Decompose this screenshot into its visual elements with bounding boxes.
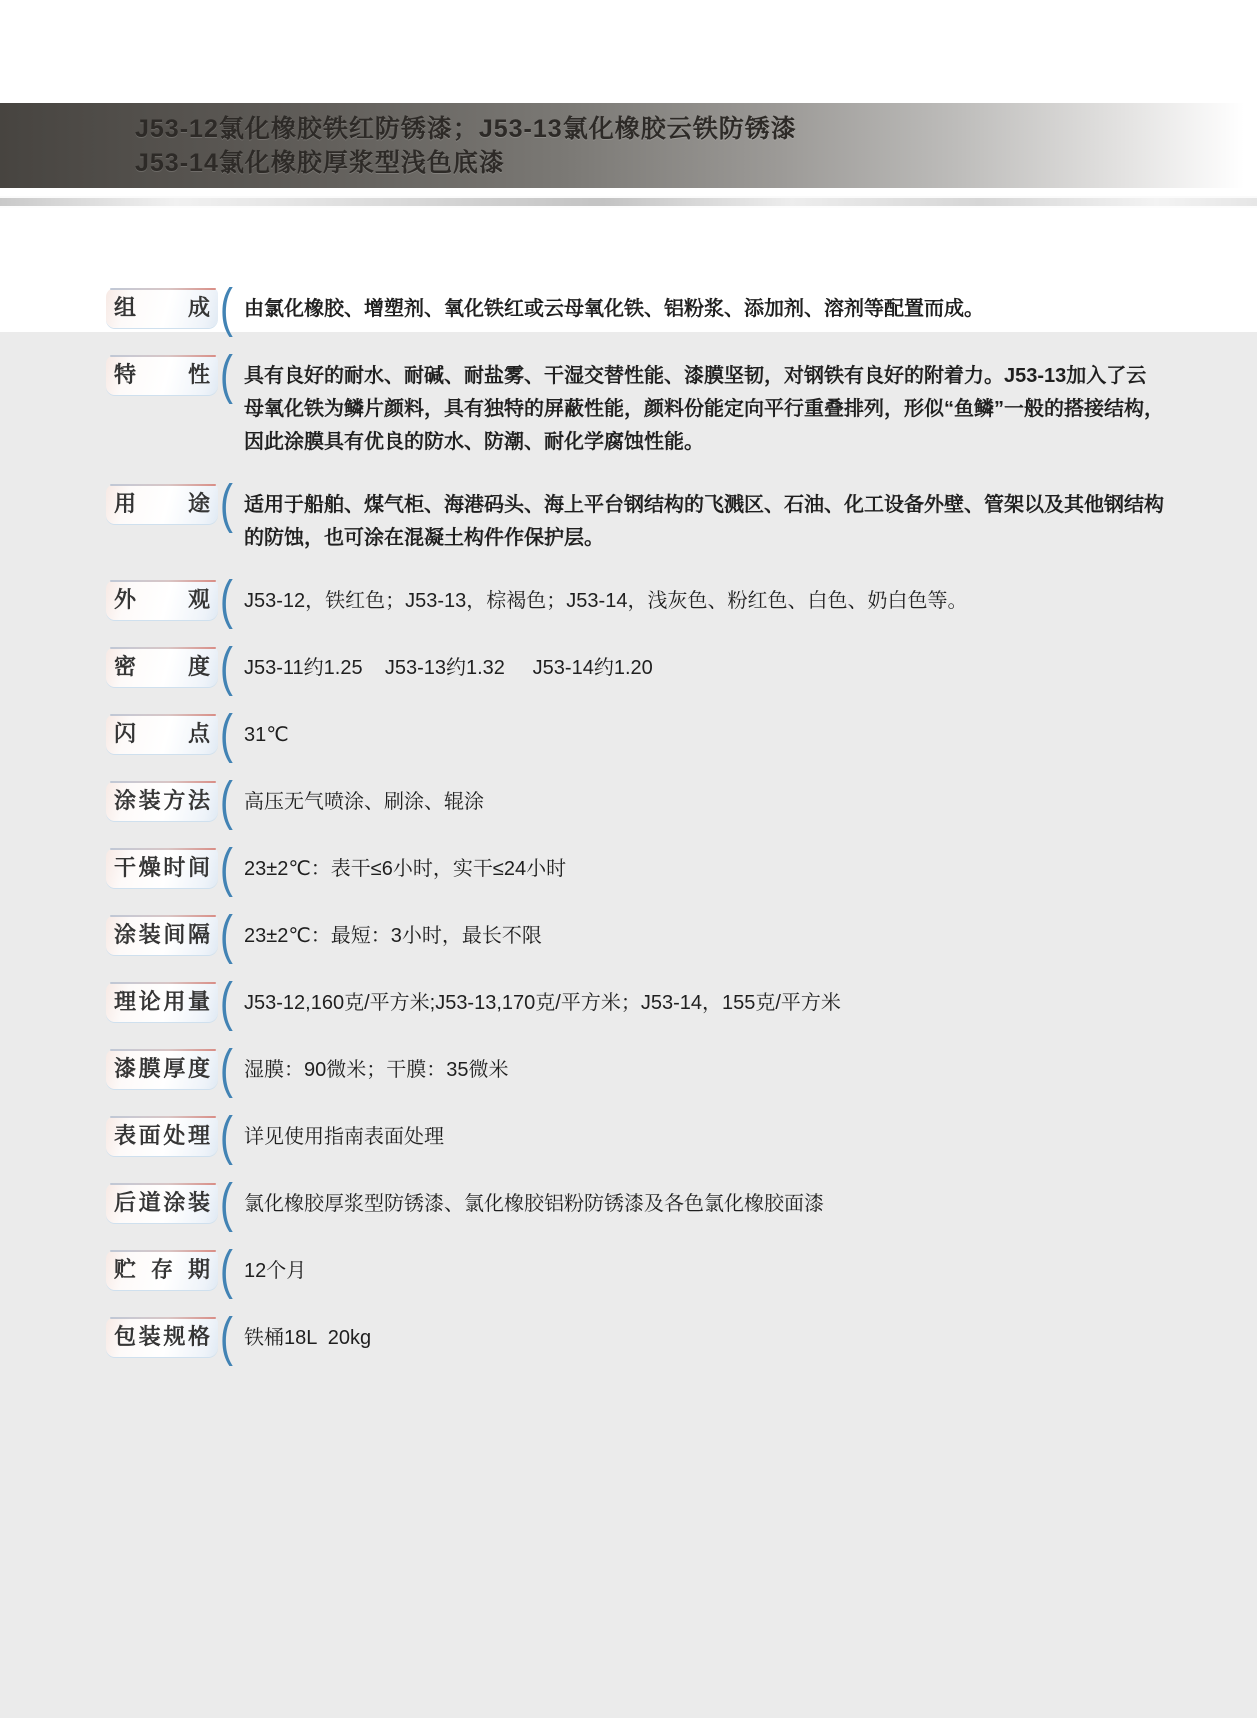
spec-row-composition: [106, 278, 1168, 338]
spec-row-density: [106, 637, 1168, 697]
opening-paren-icon: (: [220, 570, 233, 630]
opening-paren-icon: (: [220, 1173, 233, 1233]
spec-value: 由氯化橡胶、增塑剂、氧化铁红或云母氧化铁、铝粉浆、添加剂、溶剂等配置而成。: [244, 298, 984, 320]
spec-label: 理论用量: [114, 989, 210, 1014]
spec-label-pill: [106, 1250, 218, 1290]
spec-value: 氯化橡胶厚浆型防锈漆、氯化橡胶铝粉防锈漆及各色氯化橡胶面漆: [244, 1193, 824, 1215]
opening-paren-icon: (: [220, 771, 233, 831]
opening-paren-icon: (: [220, 704, 233, 764]
spec-list: [106, 278, 1168, 1384]
spec-label: 干燥时间: [114, 855, 210, 880]
opening-paren-icon: (: [220, 345, 233, 405]
spec-label: 密 度: [114, 654, 210, 679]
spec-label-pill: [106, 484, 218, 524]
opening-paren-icon: (: [220, 278, 233, 338]
spec-label: 表面处理: [114, 1123, 210, 1148]
metallic-divider: [0, 196, 1257, 208]
spec-value: 湿膜：90微米；干膜：35微米: [244, 1059, 509, 1081]
spec-row-appearance: [106, 570, 1168, 630]
spec-label-pill: [106, 355, 218, 395]
spec-value: 31℃: [244, 724, 289, 746]
spec-label-pill: [106, 714, 218, 754]
spec-value: 具有良好的耐水、耐碱、耐盐雾、干湿交替性能、漆膜坚韧，对钢铁有良好的附着力。J53-13加入了云母氧化铁为鳞片颜料，具有独特的屏蔽性能，颜料份能定向平行重叠排列，形似“鱼鳞”一般的搭接结构，因此涂膜具有优良的防水、防潮、耐化学腐蚀性能。: [244, 365, 1164, 453]
spec-row-packaging: [106, 1307, 1168, 1367]
spec-row-drying-time: [106, 838, 1168, 898]
spec-label: 后道涂装: [114, 1190, 210, 1215]
spec-row-characteristics: [106, 345, 1168, 459]
spec-label-pill: [106, 288, 218, 328]
spec-label: 用 途: [114, 491, 210, 516]
spec-label-pill: [106, 580, 218, 620]
spec-row-flash-point: [106, 704, 1168, 764]
spec-label-pill: [106, 915, 218, 955]
opening-paren-icon: (: [220, 1039, 233, 1099]
spec-label-pill: [106, 647, 218, 687]
spec-label-pill: [106, 848, 218, 888]
spec-label: 涂装方法: [114, 788, 210, 813]
opening-paren-icon: (: [220, 637, 233, 697]
spec-label-pill: [106, 1183, 218, 1223]
spec-value: J53-12，铁红色；J53-13，棕褐色；J53-14，浅灰色、粉红色、白色、奶白色等。: [244, 590, 968, 612]
spec-label-pill: [106, 1049, 218, 1089]
spec-row-surface-treatment: [106, 1106, 1168, 1166]
page-title-line1: J53-12氯化橡胶铁红防锈漆；J53-13氯化橡胶云铁防锈漆: [135, 114, 797, 143]
page-title-line2: J53-14氯化橡胶厚浆型浅色底漆: [135, 148, 505, 177]
spec-value: 详见使用指南表面处理: [244, 1126, 444, 1148]
opening-paren-icon: (: [220, 905, 233, 965]
spec-label-pill: [106, 781, 218, 821]
spec-label: 组 成: [114, 295, 210, 320]
spec-label: 外 观: [114, 587, 210, 612]
spec-label: 贮 存 期: [114, 1257, 210, 1282]
spec-row-film-thickness: [106, 1039, 1168, 1099]
spec-value: 铁桶18L 20kg: [244, 1327, 372, 1349]
spec-value: 23±2℃：表干≤6小时，实干≤24小时: [244, 858, 567, 880]
spec-value: 23±2℃：最短：3小时，最长不限: [244, 925, 542, 947]
spec-label-pill: [106, 982, 218, 1022]
spec-row-theoretical-consumption: [106, 972, 1168, 1032]
spec-row-recoat-interval: [106, 905, 1168, 965]
opening-paren-icon: (: [220, 474, 233, 534]
opening-paren-icon: (: [220, 1307, 233, 1367]
header-banner: [0, 103, 1257, 188]
opening-paren-icon: (: [220, 972, 233, 1032]
spec-value: 适用于船舶、煤气柜、海港码头、海上平台钢结构的飞溅区、石油、化工设备外壁、管架以及其他钢结构的防蚀，也可涂在混凝土构件作保护层。: [244, 494, 1164, 549]
spec-label: 闪 点: [114, 721, 210, 746]
spec-label: 特 性: [114, 362, 210, 387]
spec-value: J53-11约1.25 J53-13约1.32 J53-14约1.20: [244, 657, 653, 679]
opening-paren-icon: (: [220, 838, 233, 898]
spec-row-application-method: [106, 771, 1168, 831]
spec-label: 漆膜厚度: [114, 1056, 210, 1081]
spec-label-pill: [106, 1317, 218, 1357]
spec-row-usage: [106, 474, 1168, 555]
spec-row-shelf-life: [106, 1240, 1168, 1300]
spec-label: 涂装间隔: [114, 922, 210, 947]
spec-label: 包装规格: [114, 1324, 210, 1349]
opening-paren-icon: (: [220, 1240, 233, 1300]
spec-value: J53-12,160克/平方米;J53-13,170克/平方米；J53-14，155克/平方米: [244, 992, 841, 1014]
spec-value: 12个月: [244, 1260, 307, 1282]
spec-label-pill: [106, 1116, 218, 1156]
spec-value: 高压无气喷涂、刷涂、辊涂: [244, 791, 484, 813]
spec-row-subsequent-coating: [106, 1173, 1168, 1233]
opening-paren-icon: (: [220, 1106, 233, 1166]
